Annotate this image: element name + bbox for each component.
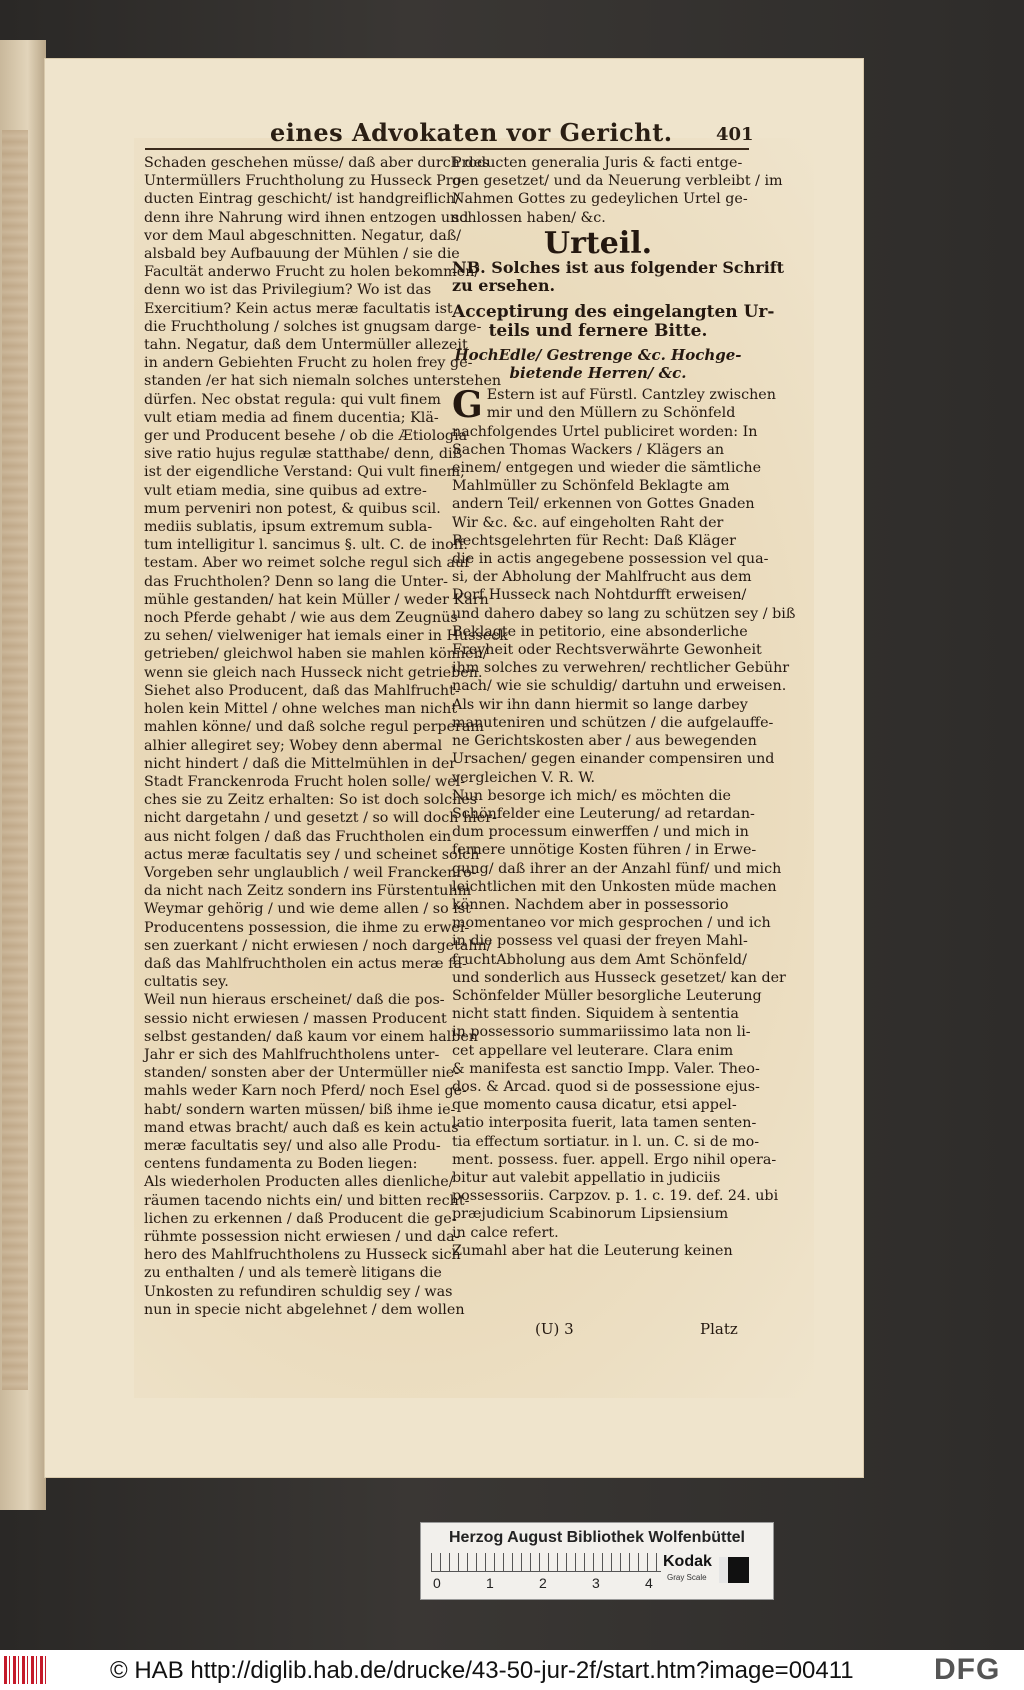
text-line: hero des Mahlfruchtholens zu Husseck sich [144, 1247, 461, 1264]
text-line: Schaden geschehen müsse/ daß aber durch des [144, 155, 490, 171]
text-line: sen zuerkant / nicht erwiesen / noch dargetahn/ [144, 937, 492, 954]
text-line: leichtlichen mit den Unkosten müde machen [452, 878, 777, 895]
dfg-logo: DFG [934, 1653, 1001, 1686]
text-line: nicht statt finden. Siquidem à sententia [452, 1006, 739, 1023]
text-line: nachfolgendes Urtel publiciret worden: In [452, 423, 758, 440]
text-line: selbst gestanden/ daß kaum vor einem halben [144, 1028, 479, 1045]
right-column-body [452, 386, 796, 1260]
text-line: ches sie zu Zeitz erhalten: So ist doch solches [144, 792, 478, 809]
text-line: Mahlmüller zu Schönfeld Beklagte am [452, 478, 730, 495]
text-line: Schönfelder Müller besorgliche Leuterung [452, 987, 762, 1004]
color-card [420, 1522, 774, 1600]
text-line: bietende Herren/ &c. [509, 364, 687, 383]
section-heading [452, 302, 775, 341]
gray-swatch [719, 1557, 749, 1583]
text-line: mir und den Müllern zu Schönfeld [486, 405, 736, 422]
right-column-intro [452, 154, 783, 227]
text-line: gen gesetzet/ und da Neuerung verbleibt / im [452, 173, 783, 190]
text-line: nicht dargetahn / und gesetzt / so will doch hier- [144, 810, 497, 827]
text-line: teils und fernere Bitte. [488, 320, 708, 341]
text-line: mum perveniri non potest, & quibus scil. [144, 500, 441, 517]
text-line: zu enthalten / und als temerè litigans die [144, 1265, 442, 1282]
text-line: und dahero dabey so lang zu schützen sey / biß [452, 605, 796, 622]
scale-number: 2 [539, 1575, 547, 1591]
text-line: aus nicht folgen / daß das Fruchtholen ein [144, 828, 452, 845]
text-line: Als wiederholen Producten alles dienliche/ [144, 1174, 454, 1191]
text-line: zu sehen/ vielweniger hat iemals einer in Husseck [144, 628, 508, 645]
text-line: manuteniren und schützen / die aufgelauffe- [452, 714, 774, 731]
text-line: Ursachen/ gegen einander compensiren und [452, 751, 775, 768]
text-line: dos. & Arcad. quod si de possessione ejus- [452, 1078, 760, 1095]
text-line: zu ersehen. [452, 276, 556, 296]
text-line: in calce refert. [452, 1224, 559, 1241]
text-line: noch Pferde gehabt / wie aus dem Zeugnüs [144, 610, 458, 627]
text-line: momentaneo vor mich gesprochen / und ich [452, 915, 771, 932]
text-line: Als wir ihn dann hiermit so lange darbey [452, 696, 748, 713]
text-line: vergleichen V. R. W. [452, 769, 596, 786]
text-line: fernere unnötige Kosten führen / in Erwe- [452, 842, 757, 859]
text-line: bitur aut valebit appellatio in judiciis [452, 1169, 721, 1186]
text-line: räumen tacendo nichts ein/ und bitten recht- [144, 1192, 470, 1209]
text-line: ment. possess. fuer. appell. Ergo nihil opera- [452, 1151, 777, 1168]
text-line: Zumahl aber hat die Leuterung keinen [452, 1242, 733, 1259]
salutation [452, 346, 744, 382]
page-number: 401 [716, 124, 754, 145]
text-line: daß das Mahlfruchtholen ein actus meræ fa- [144, 955, 467, 972]
text-line: latio interposita fuerit, lata tamen senten- [452, 1115, 757, 1132]
text-line: Stadt Franckenroda Frucht holen solle/ wel- [144, 773, 466, 790]
scale-numbers [433, 1575, 663, 1591]
text-line: nun in specie nicht abgelehnet / dem wollen [144, 1301, 465, 1318]
text-line: denn wo ist das Privilegium? Wo ist das [144, 282, 432, 299]
text-line: ger und Producent besehe / ob die Ætiologia [144, 428, 468, 445]
text-line: gung/ daß ihrer an der Anzahl fünf/ und mich [452, 860, 782, 877]
text-line: que momento causa dicatur, etsi appel- [452, 1097, 737, 1114]
text-line: Vorgeben sehr unglaublich / weil Franckenro- [144, 864, 477, 881]
text-line: Facultät anderwo Frucht zu holen bekommen/ [144, 264, 480, 281]
text-line: ist der eigendliche Verstand: Qui vult finem, [144, 464, 465, 481]
text-line: testam. Aber wo reimet solche regul sich auf [144, 555, 470, 572]
text-line: und sonderlich aus Husseck gesetzet/ kan der [452, 969, 786, 986]
text-line: getrieben/ gleichwol haben sie mahlen können/ [144, 646, 488, 663]
text-line: denn ihre Nahrung wird ihnen entzogen und [144, 209, 469, 226]
text-line: Nahmen Gottes zu gedeylichen Urtel ge- [452, 191, 748, 208]
text-line: nach/ wie sie schuldig/ dartuhn und erweisen. [452, 678, 787, 695]
text-line: Freyheit oder Rechtsverwährte Gewonheit [452, 642, 762, 659]
text-line: da nicht nach Zeitz sondern ins Fürstentuhm [144, 883, 472, 900]
scale-number: 3 [592, 1575, 600, 1591]
text-line: sessio nicht erwiesen / massen Producent [144, 1010, 447, 1027]
text-line: standen /er hat sich niemaln solches unterstehen [144, 373, 502, 390]
left-page-edge [0, 40, 46, 1510]
text-line: dürfen. Nec obstat regula: qui vult finem [144, 391, 441, 408]
text-line: ducten Eintrag geschicht/ ist handgreiflich/ [144, 191, 460, 208]
text-line: Schönfelder eine Leuterung/ ad retardan- [452, 805, 755, 822]
text-line: können. Nachdem aber in possessorio [452, 896, 729, 913]
text-line: Jahr er sich des Mahlfruchtholens unter- [144, 1046, 440, 1063]
text-line: Sachen Thomas Wackers / Klägers an [452, 441, 725, 458]
text-line: habt/ sondern warten müssen/ biß ihme ie- [144, 1101, 456, 1118]
text-line: wenn sie gleich nach Husseck nicht getrieben. [144, 664, 483, 681]
text-line: nicht hindert / daß die Mittelmühlen in der [144, 755, 457, 772]
text-line: mühle gestanden/ hat kein Müller / weder Karn [144, 591, 489, 608]
text-line: lichen zu erkennen / daß Producent die ge- [144, 1210, 457, 1227]
text-line: mediis sublatis, ipsum extremum subla- [144, 519, 433, 536]
text-line: & manifesta est sanctio Impp. Valer. Theo- [452, 1060, 760, 1077]
gray-scale-label: Gray Scale [667, 1573, 707, 1582]
text-line: tia effectum sortiatur. in l. un. C. si de mo- [452, 1133, 760, 1150]
text-line: meræ facultatis sey/ und also alle Produ- [144, 1137, 441, 1154]
right-column [452, 154, 796, 1260]
signature-mark: (U) 3 [535, 1320, 574, 1338]
text-line: Beklagte in petitorio, eine absonderliche [452, 623, 748, 640]
text-line: cultatis sey. [144, 974, 229, 991]
text-line: Weymar gehörig / und wie deme allen / so ist [144, 901, 471, 918]
text-line: cet appellare vel leuterare. Clara enim [452, 1042, 734, 1059]
text-line: fruchtAbholung aus dem Amt Schönfeld/ [452, 951, 747, 968]
text-line: das Fruchtholen? Denn so lang die Unter- [144, 573, 448, 590]
text-line: actus meræ facultatis sey / und scheinet solch [144, 846, 480, 863]
text-line: in die possess vel quasi der freyen Mahl- [452, 933, 748, 950]
text-line: Weil nun hieraus erscheinet/ daß die pos- [144, 992, 445, 1009]
text-line: die in actis angegebene possession vel qua- [452, 551, 769, 568]
running-header: eines Advokaten vor Gericht. [270, 118, 673, 147]
text-line: tahn. Negatur, daß dem Untermüller allezeit [144, 337, 468, 354]
library-label: Herzog August Bibliothek Wolfenbüttel [449, 1529, 745, 1546]
text-line: alhier allegiret sey; Wobey denn abermal [144, 737, 443, 754]
ruler-scale [431, 1553, 661, 1572]
text-line: vult etiam media, sine quibus ad extre- [144, 482, 427, 499]
left-page-text-edge [2, 130, 28, 1390]
scale-number: 1 [486, 1575, 494, 1591]
text-line: Wir &c. &c. auf eingeholten Raht der [452, 514, 724, 531]
text-line: mahlen könne/ und daß solche regul perperam [144, 719, 484, 736]
footer-link[interactable]: © HAB http://diglib.hab.de/drucke/43-50-jur-2f/start.htm?image=00411 [110, 1657, 854, 1684]
text-line: Siehet also Producent, daß das Mahlfrucht- [144, 682, 460, 699]
text-line: alsbald bey Aufbauung der Mühlen / sie die [144, 246, 460, 263]
drop-capital: G [452, 384, 483, 427]
text-line: mahls weder Karn noch Pferd/ noch Esel ge- [144, 1083, 467, 1100]
text-line: sive ratio hujus regulæ statthabe/ denn, diß [144, 446, 463, 463]
text-line: Unkosten zu refundiren schuldig sey / was [144, 1283, 453, 1300]
barcode-icon [4, 1656, 48, 1684]
text-line: Producten generalia Juris & facti entge- [452, 155, 743, 171]
scale-number: 4 [645, 1575, 653, 1591]
text-line: rühmte possession nicht erwiesen / und da- [144, 1228, 460, 1245]
text-line: ihm solches zu verwehren/ rechtlicher Gebühr [452, 660, 790, 677]
text-line: schlossen haben/ &c. [452, 209, 606, 226]
text-line: Producentens possession, die ihme zu erwei- [144, 919, 470, 936]
text-line: centens fundamenta zu Boden liegen: [144, 1156, 418, 1173]
text-line: si, der Abholung der Mahlfrucht aus dem [452, 569, 752, 586]
text-line: dum processum einwerffen / und mich in [452, 824, 749, 841]
scale-number: 0 [433, 1575, 441, 1591]
text-line: vult etiam media ad finem ducentia; Klä- [144, 409, 439, 426]
text-line: die Fruchtholung / solches ist gnugsam darge- [144, 318, 482, 335]
text-line: Nun besorge ich mich/ es möchten die [452, 787, 731, 804]
text-line: tum intelligitur l. sancimus §. ult. C. de inoff. [144, 537, 468, 554]
text-line: Untermüllers Fruchtholung zu Husseck Pro- [144, 173, 467, 190]
text-line: Acceptirung des eingelangten Ur- [452, 302, 775, 323]
text-line: ne Gerichtskosten aber / aus bewegenden [452, 733, 757, 750]
text-line: Dorf Husseck nach Nohtdurfft erweisen/ [452, 587, 747, 604]
text-line: andern Teil/ erkennen von Gottes Gnaden [452, 496, 755, 513]
text-line: holen kein Mittel / ohne welches man nicht [144, 701, 458, 718]
catchword: Platz [700, 1320, 738, 1338]
text-line: Rechtsgelehrten für Recht: Daß Kläger [452, 532, 736, 549]
text-line: vor dem Maul abgeschnitten. Negatur, daß/ [144, 227, 462, 244]
text-line: HochEdle/ Gestrenge &c. Hochge- [454, 345, 742, 364]
text-line: NB. Solches ist aus folgender Schrift [452, 258, 785, 278]
nb-note [452, 258, 785, 296]
urteil-heading: Urteil. [543, 225, 653, 261]
kodak-logo: Kodak [663, 1553, 712, 1570]
text-line: possessoriis. Carpzov. p. 1. c. 19. def. 24. ubi [452, 1188, 779, 1205]
text-line: mand etwas bracht/ auch daß es kein actus [144, 1119, 459, 1136]
text-line: in possessorio summariissimo lata non li- [452, 1024, 751, 1041]
text-line: standen/ sonsten aber der Untermüller nie- [144, 1065, 460, 1082]
text-line: præjudicium Scabinorum Lipsiensium [452, 1206, 729, 1223]
text-line: einem/ entgegen und wieder die sämtliche [452, 460, 762, 477]
text-line: in andern Gebiehten Frucht zu holen frey ge- [144, 355, 473, 372]
text-line: Estern ist auf Fürstl. Cantzley zwischen [486, 387, 776, 404]
text-line: Exercitium? Kein actus meræ facultatis ist [144, 300, 453, 317]
header-rule [145, 148, 749, 150]
